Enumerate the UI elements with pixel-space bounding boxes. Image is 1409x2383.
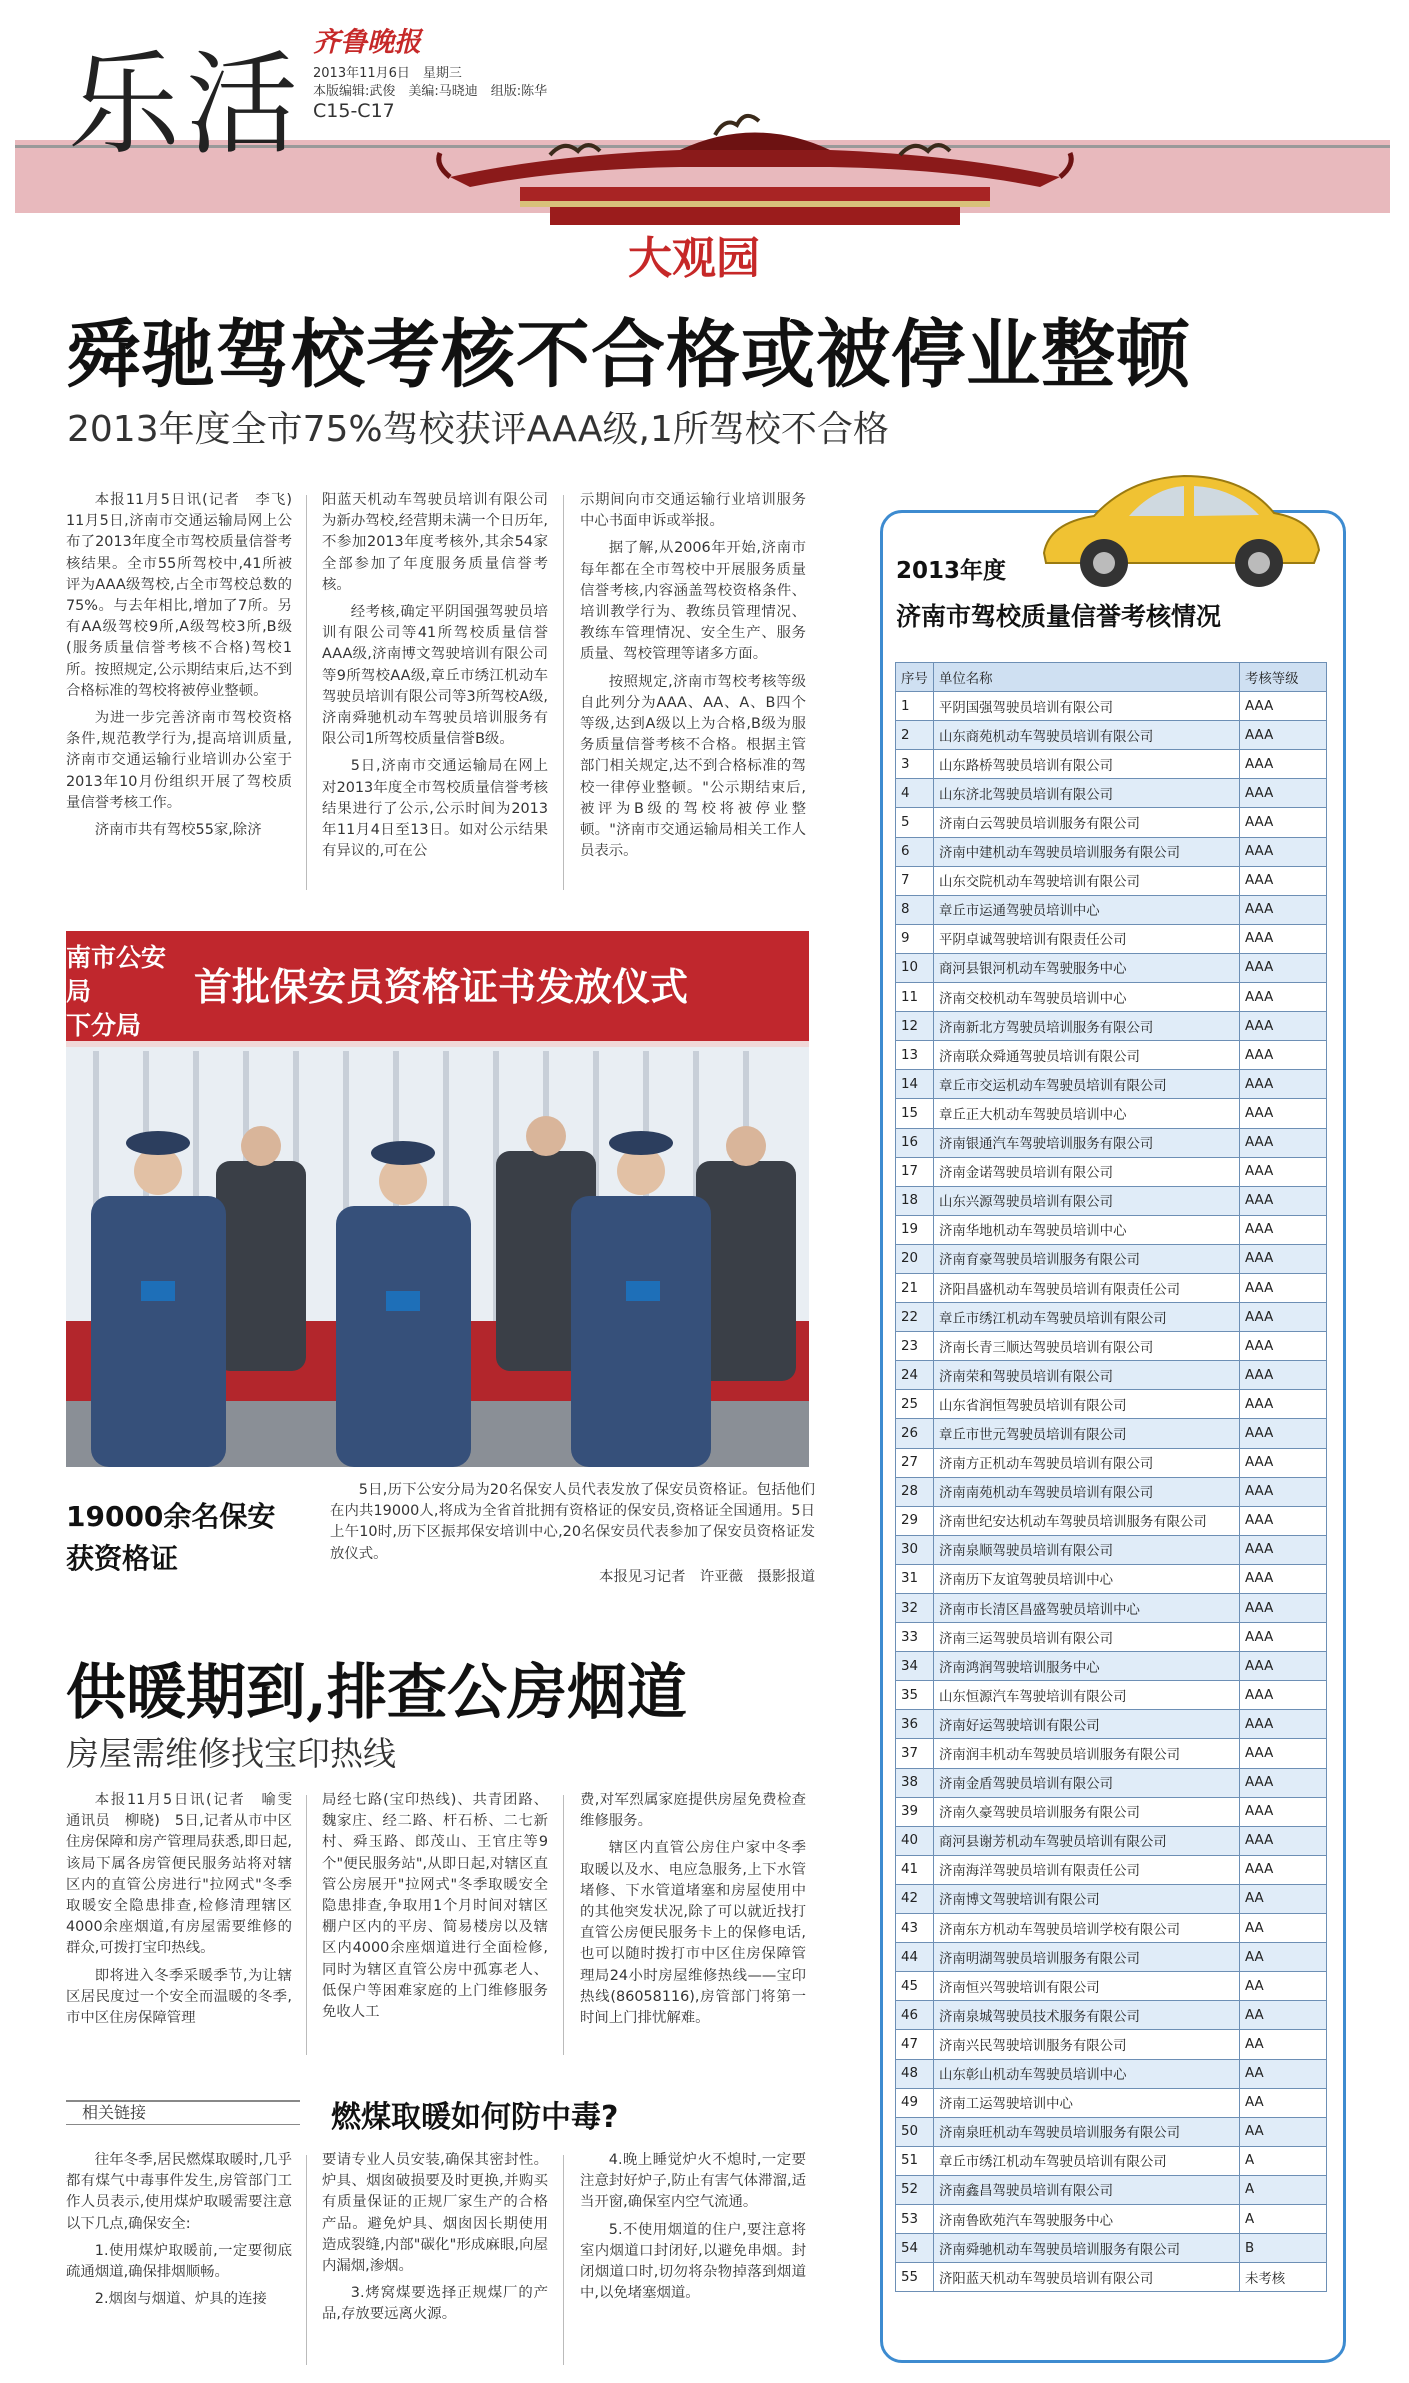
paragraph: 即将进入冬季采暖季节,为让辖区居民度过一个安全而温暖的冬季,市中区住房保障管理 [66,1967,292,2027]
table-row [896,1739,1327,1768]
row-index: 20 [896,1244,934,1273]
school-name: 济南博文驾驶培训有限公司 [934,1884,1240,1913]
school-name: 山东商苑机动车驾驶员培训有限公司 [934,721,1240,750]
grade: AAA [1240,866,1327,895]
school-name: 山东省润恒驾驶员培训有限公司 [934,1390,1240,1419]
row-index: 10 [896,953,934,982]
table-row [896,895,1327,924]
table-row [896,2234,1327,2263]
row-index: 6 [896,837,934,866]
table-row [896,750,1327,779]
school-name: 济南华地机动车驾驶员培训中心 [934,1215,1240,1244]
table-row [896,721,1327,750]
grade: AAA [1240,1448,1327,1477]
car-illustration [1034,458,1324,593]
row-index: 18 [896,1186,934,1215]
grade: AA [1240,2117,1327,2146]
table-row [896,953,1327,982]
row-index: 8 [896,895,934,924]
column-divider [563,2155,564,2365]
related-headline: 燃煤取暖如何防中毒? [331,2100,619,2135]
row-index: 27 [896,1448,934,1477]
grade: AAA [1240,750,1327,779]
table-row [896,1332,1327,1361]
school-name: 济南方正机动车驾驶员培训有限公司 [934,1448,1240,1477]
photo-credit: 本报见习记者 许亚薇 摄影报道 [599,1568,815,1585]
grade: AAA [1240,1855,1327,1884]
table-row [896,1273,1327,1302]
grade: 未考核 [1240,2263,1327,2292]
row-index: 3 [896,750,934,779]
table-row [896,1855,1327,1884]
school-name: 济南泉顺驾驶员培训有限公司 [934,1535,1240,1564]
column-divider [563,495,564,890]
row-index: 39 [896,1797,934,1826]
grade: AA [1240,2059,1327,2088]
table-row [896,1361,1327,1390]
row-index: 45 [896,1972,934,2001]
rating-table [895,662,1327,2292]
school-name: 济南海洋驾驶员培训有限责任公司 [934,1855,1240,1884]
grade: AAA [1240,895,1327,924]
table-row [896,1652,1327,1681]
row-index: 31 [896,1564,934,1593]
table-header-row [896,663,1327,692]
table-row [896,2175,1327,2204]
grade: A [1240,2175,1327,2204]
paragraph: 本报11月5日讯(记者 李飞) 11月5日,济南市交通运输局网上公布了2013年度全市驾校质量信誉考核结果。全市55所驾校中,41所被评为AAA级驾校,占全市驾校总数的75%。与去年相比,增加了7所。另有AA级驾校9所,A级驾校3所,B级(服务质量信誉考核不合格)驾校1所。按照规定,公示期结束后,达不到合格标准的驾校将被停业整顿。 [66,492,307,699]
paragraph: 按照规定,济南市驾校考核等级自此列分为AAA、AA、A、B四个等级,达到A级以上为合格,B级为服务质量信誉考核不合格。根据主管部门相关规定,达不到合格标准的驾校一律停业整顿。"公示期结束后,被评为B级的驾校将被停业整顿。"济南市交通运输局相关工作人员表示。 [580,673,806,860]
row-index: 28 [896,1477,934,1506]
school-name: 济南工运驾驶培训中心 [934,2088,1240,2117]
table-row [896,1710,1327,1739]
table-row [896,1943,1327,1972]
school-name: 济南好运驾驶培训有限公司 [934,1710,1240,1739]
school-name: 济南金盾驾驶员培训有限公司 [934,1768,1240,1797]
grade: AAA [1240,837,1327,866]
row-index: 43 [896,1914,934,1943]
table-row [896,2146,1327,2175]
row-index: 21 [896,1273,934,1302]
related-column-2 [322,2150,548,2332]
pagoda-roof-illustration [430,95,1080,230]
table-row [896,1390,1327,1419]
sub-brand-logo: 大观园 [628,233,760,284]
grade: B [1240,2234,1327,2263]
table-row [896,1157,1327,1186]
table-row [896,866,1327,895]
row-index: 47 [896,2030,934,2059]
row-index: 37 [896,1739,934,1768]
grade: AAA [1240,1506,1327,1535]
row-index: 19 [896,1215,934,1244]
paragraph: 费,对军烈属家庭提供房屋免费检查维修服务。 [580,1792,806,1830]
row-index: 22 [896,1303,934,1332]
row-index: 24 [896,1361,934,1390]
paragraph: 3.烤窝煤要选择正规煤厂的产品,存放要远离火源。 [322,2285,548,2323]
photo-headline: 19000余名保安 获资格证 [66,1500,276,1575]
main-headline: 舜驰驾校考核不合格或被停业整顿 [66,312,1191,398]
table-row [896,1826,1327,1855]
row-index: 11 [896,983,934,1012]
grade: AA [1240,1884,1327,1913]
grade: AAA [1240,1594,1327,1623]
table-row [896,1884,1327,1913]
photo-caption [330,1480,815,1588]
school-name: 济南兴民驾驶培训服务有限公司 [934,2030,1240,2059]
row-index: 30 [896,1535,934,1564]
grade: AAA [1240,808,1327,837]
row-index: 7 [896,866,934,895]
grade: AAA [1240,1215,1327,1244]
grade: AAA [1240,1332,1327,1361]
grade: AAA [1240,721,1327,750]
row-index: 32 [896,1594,934,1623]
school-name: 章丘市交运机动车驾驶员培训有限公司 [934,1070,1240,1099]
row-index: 23 [896,1332,934,1361]
table-row [896,1012,1327,1041]
grade: A [1240,2146,1327,2175]
school-name: 平阴卓诚驾驶培训有限责任公司 [934,924,1240,953]
paragraph: 为进一步完善济南市驾校资格条件,规范教学行为,提高培训质量,济南市交通运输行业培训办公室于2013年10月份组织开展了驾校质量信誉考核工作。 [66,710,292,811]
school-name: 济南泉旺机动车驾驶员培训服务有限公司 [934,2117,1240,2146]
row-index: 40 [896,1826,934,1855]
article1-column-1 [66,490,307,847]
table-row [896,1041,1327,1070]
table-row [896,2263,1327,2292]
row-index: 12 [896,1012,934,1041]
banner-left-text: 南市公安局 下分局 [66,943,167,1040]
row-index: 5 [896,808,934,837]
table-row [896,1681,1327,1710]
grade: AAA [1240,1186,1327,1215]
school-name: 济南鑫昌驾驶员培训有限公司 [934,2175,1240,2204]
grade: AAA [1240,1739,1327,1768]
table-row [896,1099,1327,1128]
school-name: 济阳昌盛机动车驾驶员培训有限责任公司 [934,1273,1240,1302]
article1-column-3 [580,490,806,868]
article2-column-2 [322,1790,548,2029]
page-range: C15-C17 [313,100,395,122]
school-name: 济南世纪安达机动车驾驶员培训服务有限公司 [934,1506,1240,1535]
school-name: 济南鲁欧苑汽车驾驶服务中心 [934,2204,1240,2233]
paragraph: 本报11月5日讯(记者 喻雯 通讯员 柳晓) 5日,记者从市中区住房保障和房产管理局获悉,即日起,该局下属各房管便民服务站将对辖区内的直管公房进行"拉网式"冬季取暖安全隐患排查,检修清理辖区4000余座烟道,有房屋需要维修的群众,可拨打宝印热线。 [66,1792,307,1957]
table-row [896,1914,1327,1943]
main-subheadline: 2013年度全市75%驾校获评AAA级,1所驾校不合格 [67,409,889,450]
school-name: 济南荣和驾驶员培训有限公司 [934,1361,1240,1390]
issue-date: 2013年11月6日 星期三 [313,66,462,81]
school-name: 章丘市绣江机动车驾驶员培训有限公司 [934,1303,1240,1332]
paragraph: 往年冬季,居民燃煤取暖时,几乎都有煤气中毒事件发生,房管部门工作人员表示,使用煤炉取暖需要注意以下几点,确保安全: [66,2152,292,2232]
article2-column-1 [66,1790,307,2035]
article2-subheadline: 房屋需维修找宝印热线 [66,1734,396,1773]
paragraph: 济南市共有驾校55家,除济 [94,822,262,839]
column-divider [306,495,307,890]
row-index: 9 [896,924,934,953]
row-index: 29 [896,1506,934,1535]
row-index: 50 [896,2117,934,2146]
school-name: 济阳蓝天机动车驾驶员培训有限公司 [934,2263,1240,2292]
grade: AAA [1240,983,1327,1012]
newspaper-logo: 齐鲁晚报 [313,27,421,58]
school-name: 山东济北驾驶员培训有限公司 [934,779,1240,808]
table-row [896,924,1327,953]
grade: AAA [1240,1390,1327,1419]
paragraph: 阳蓝天机动车驾驶员培训有限公司为新办驾校,经营期未满一个日历年,不参加2013年度考核外,其余54家全部参加了年度服务质量信誉考核。 [322,492,548,593]
grade: AA [1240,2030,1327,2059]
row-index: 51 [896,2146,934,2175]
grade: AA [1240,2001,1327,2030]
header-grade: 考核等级 [1240,663,1327,692]
table-row [896,1797,1327,1826]
school-name: 济南白云驾驶员培训服务有限公司 [934,808,1240,837]
row-index: 55 [896,2263,934,2292]
school-name: 商河县银河机动车驾驶服务中心 [934,953,1240,982]
table-row [896,983,1327,1012]
paragraph: 经考核,确定平阴国强驾驶员培训有限公司等41所驾校质量信誉AAA级,济南博文驾驶培训有限公司等9所驾校AA级,章丘市绣江机动车驾驶员培训有限公司等3所驾校A级,济南舜驰机动车驾驶员培训服务有限公司1所驾校质量信誉B级。 [322,604,548,748]
news-photo [66,931,809,1467]
column-divider [563,1795,564,2055]
row-index: 36 [896,1710,934,1739]
section-title: 乐活 [68,40,304,170]
grade: AA [1240,1914,1327,1943]
row-index: 41 [896,1855,934,1884]
table-title: 济南市驾校质量信誉考核情况 [896,602,1222,631]
related-column-3 [580,2150,806,2310]
grade: AAA [1240,1419,1327,1448]
paragraph: 要请专业人员安装,确保其密封性。炉具、烟囱破损要及时更换,并购买有质量保证的正规厂家生产的合格产品。避免炉具、烟囱因长期使用造成裂缝,内部"碳化"形成麻眼,向屋内漏烟,渗烟。 [322,2152,548,2275]
row-index: 25 [896,1390,934,1419]
grade: AAA [1240,1797,1327,1826]
grade: AAA [1240,1768,1327,1797]
school-name: 山东交院机动车驾驶培训有限公司 [934,866,1240,895]
school-name: 济南银通汽车驾驶培训服务有限公司 [934,1128,1240,1157]
school-name: 济南南苑机动车驾驶员培训有限公司 [934,1477,1240,1506]
row-index: 14 [896,1070,934,1099]
row-index: 53 [896,2204,934,2233]
table-row [896,1535,1327,1564]
table-row [896,1506,1327,1535]
table-row [896,1564,1327,1593]
row-index: 52 [896,2175,934,2204]
table-year: 2013年度 [896,558,1007,584]
grade: AAA [1240,924,1327,953]
school-name: 济南联众舜通驾驶员培训有限公司 [934,1041,1240,1070]
row-index: 46 [896,2001,934,2030]
grade: AA [1240,1972,1327,2001]
paragraph: 4.晚上睡觉炉火不熄时,一定要注意封好炉子,防止有害气体滞溜,适当开窗,确保室内空气流通。 [580,2152,806,2211]
school-name: 商河县谢芳机动车驾驶员培训有限公司 [934,1826,1240,1855]
school-name: 济南舜驰机动车驾驶员培训服务有限公司 [934,2234,1240,2263]
paragraph: 1.使用煤炉取暖前,一定要彻底疏通烟道,确保排烟顺畅。 [66,2242,292,2281]
grade: AA [1240,2088,1327,2117]
table-row [896,1448,1327,1477]
school-name: 济南历下友谊驾驶员培训中心 [934,1564,1240,1593]
row-index: 33 [896,1623,934,1652]
caption-text: 5日,历下公安分局为20名保安人员代表发放了保安员资格证。包括他们在内共19000人,将成为全省首批拥有资格证的保安员,资格证全国通用。5日上午10时,历下区振邦保安培训中心,20名保安员代表参加了保安员资格证发放仪式。 [330,1482,815,1562]
table-row [896,1303,1327,1332]
school-name: 山东路桥驾驶员培训有限公司 [934,750,1240,779]
table-row [896,1070,1327,1099]
school-name: 山东兴源驾驶员培训有限公司 [934,1186,1240,1215]
table-row [896,1215,1327,1244]
paragraph: 5日,济南市交通运输局在网上对2013年度全市驾校质量信誉考核结果进行了公示,公示时间为2013年11月4日至13日。如对公示结果有异议的,可在公 [322,758,548,860]
row-index: 34 [896,1652,934,1681]
table-row [896,692,1327,721]
grade: AAA [1240,1128,1327,1157]
table-row [896,2001,1327,2030]
column-divider [306,1795,307,2055]
grade: AAA [1240,692,1327,721]
row-index: 48 [896,2059,934,2088]
school-name: 济南金诺驾驶员培训有限公司 [934,1157,1240,1186]
table-row [896,1186,1327,1215]
grade: AAA [1240,1012,1327,1041]
grade: AAA [1240,1564,1327,1593]
header-name: 单位名称 [934,663,1240,692]
school-name: 济南泉城驾驶员技术服务有限公司 [934,2001,1240,2030]
school-name: 济南明湖驾驶员培训服务有限公司 [934,1943,1240,1972]
school-name: 山东彰山机动车驾驶员培训中心 [934,2059,1240,2088]
grade: AAA [1240,1244,1327,1273]
row-index: 2 [896,721,934,750]
school-name: 章丘市绣江机动车驾驶员培训有限公司 [934,2146,1240,2175]
related-link-tag: 相关链接 [66,2100,300,2125]
row-index: 49 [896,2088,934,2117]
grade: AAA [1240,1826,1327,1855]
grade: A [1240,2204,1327,2233]
table-row [896,808,1327,837]
school-name: 济南中建机动车驾驶员培训服务有限公司 [934,837,1240,866]
row-index: 16 [896,1128,934,1157]
table-row [896,1623,1327,1652]
school-name: 济南三运驾驶员培训有限公司 [934,1623,1240,1652]
school-name: 济南东方机动车驾驶员培训学校有限公司 [934,1914,1240,1943]
table-row [896,2030,1327,2059]
grade: AAA [1240,1477,1327,1506]
row-index: 42 [896,1884,934,1913]
grade: AAA [1240,1361,1327,1390]
school-name: 章丘正大机动车驾驶员培训中心 [934,1099,1240,1128]
grade: AAA [1240,1041,1327,1070]
header-index: 序号 [896,663,934,692]
row-index: 15 [896,1099,934,1128]
grade: AAA [1240,1681,1327,1710]
table-row [896,1768,1327,1797]
school-name: 济南鸿润驾驶培训服务中心 [934,1652,1240,1681]
table-row [896,2059,1327,2088]
row-index: 17 [896,1157,934,1186]
grade: AAA [1240,1070,1327,1099]
grade: AAA [1240,953,1327,982]
table-row [896,1477,1327,1506]
paragraph: 5.不使用烟道的住户,要注意将室内烟道口封闭好,以避免串烟。封闭烟道口时,切勿将杂物掉落到烟道中,以免堵塞烟道。 [580,2221,806,2302]
grade: AA [1240,1943,1327,1972]
row-index: 1 [896,692,934,721]
table-row [896,1972,1327,2001]
table-row [896,2204,1327,2233]
school-name: 山东恒源汽车驾驶培训有限公司 [934,1681,1240,1710]
grade: AAA [1240,1157,1327,1186]
row-index: 13 [896,1041,934,1070]
table-row [896,2088,1327,2117]
paragraph: 局经七路(宝印热线)、共青团路、魏家庄、经二路、杆石桥、二七新村、舜玉路、郎茂山、王官庄等9个"便民服务站",从即日起,对辖区直管公房展开"拉网式"冬季取暖安全隐患排查,争取用1个月时间对辖区棚户区内的平房、简易楼房以及辖区内4000余座烟道进行全面检修,同时为辖区直管公房中孤寡老人、低保户等困难家庭的上门维修服务免收人工 [322,1792,548,2021]
school-name: 平阴国强驾驶员培训有限公司 [934,692,1240,721]
paragraph: 据了解,从2006年开始,济南市每年都在全市驾校中开展服务质量信誉考核,内容涵盖驾校资格条件、培训教学行为、教练员管理情况、教练车管理情况、安全生产、服务质量、驾校管理等诸多方面。 [580,540,806,663]
school-name: 济南交校机动车驾驶员培训中心 [934,983,1240,1012]
school-name: 济南恒兴驾驶培训有限公司 [934,1972,1240,2001]
grade: AAA [1240,1303,1327,1332]
article2-column-3 [580,1790,806,2035]
school-name: 济南久豪驾驶员培训服务有限公司 [934,1797,1240,1826]
school-name: 济南新北方驾驶员培训服务有限公司 [934,1012,1240,1041]
school-name: 济南润丰机动车驾驶员培训服务有限公司 [934,1739,1240,1768]
table-row [896,837,1327,866]
school-name: 章丘市运通驾驶员培训中心 [934,895,1240,924]
grade: AAA [1240,1710,1327,1739]
table-row [896,1594,1327,1623]
row-index: 54 [896,2234,934,2263]
row-index: 4 [896,779,934,808]
row-index: 26 [896,1419,934,1448]
editor-credits: 本版编辑:武俊 美编:马晓迪 组版:陈华 [313,84,548,99]
table-row [896,1244,1327,1273]
grade: AAA [1240,1099,1327,1128]
row-index: 44 [896,1943,934,1972]
row-index: 38 [896,1768,934,1797]
paragraph: 2.烟囱与烟道、炉具的连接 [94,2291,267,2308]
paragraph: 辖区内直管公房住户家中冬季取暖以及水、电应急服务,上下水管堵修、下水管道堵塞和房屋使用中的其他突发状况,除了可以就近找打直管公房便民服务卡上的保修电话,也可以随时拨打市中区住房保障管理局24小时房屋维修热线——宝印热线(86058116),房管部门将第一时间上门排忧解难。 [580,1840,806,2027]
grade: AAA [1240,1623,1327,1652]
table-row [896,1128,1327,1157]
school-name: 济南长青三顺达驾驶员培训有限公司 [934,1332,1240,1361]
article2-headline: 供暖期到,排查公房烟道 [66,1658,687,1728]
grade: AAA [1240,779,1327,808]
grade: AAA [1240,1273,1327,1302]
paragraph: 示期间向市交通运输行业培训服务中心书面申诉或举报。 [580,492,806,530]
grade: AAA [1240,1535,1327,1564]
row-index: 35 [896,1681,934,1710]
column-divider [306,2155,307,2365]
grade: AAA [1240,1652,1327,1681]
banner-right-text: 首批保安员资格证书发放仪式 [194,965,689,1009]
table-row [896,1419,1327,1448]
school-name: 济南市长清区昌盛驾驶员培训中心 [934,1594,1240,1623]
article1-column-2 [322,490,548,868]
table-row [896,2117,1327,2146]
school-name: 济南育豪驾驶员培训服务有限公司 [934,1244,1240,1273]
table-row [896,779,1327,808]
school-name: 章丘市世元驾驶员培训有限公司 [934,1419,1240,1448]
related-column-1 [66,2150,292,2316]
table-body [896,692,1327,2292]
